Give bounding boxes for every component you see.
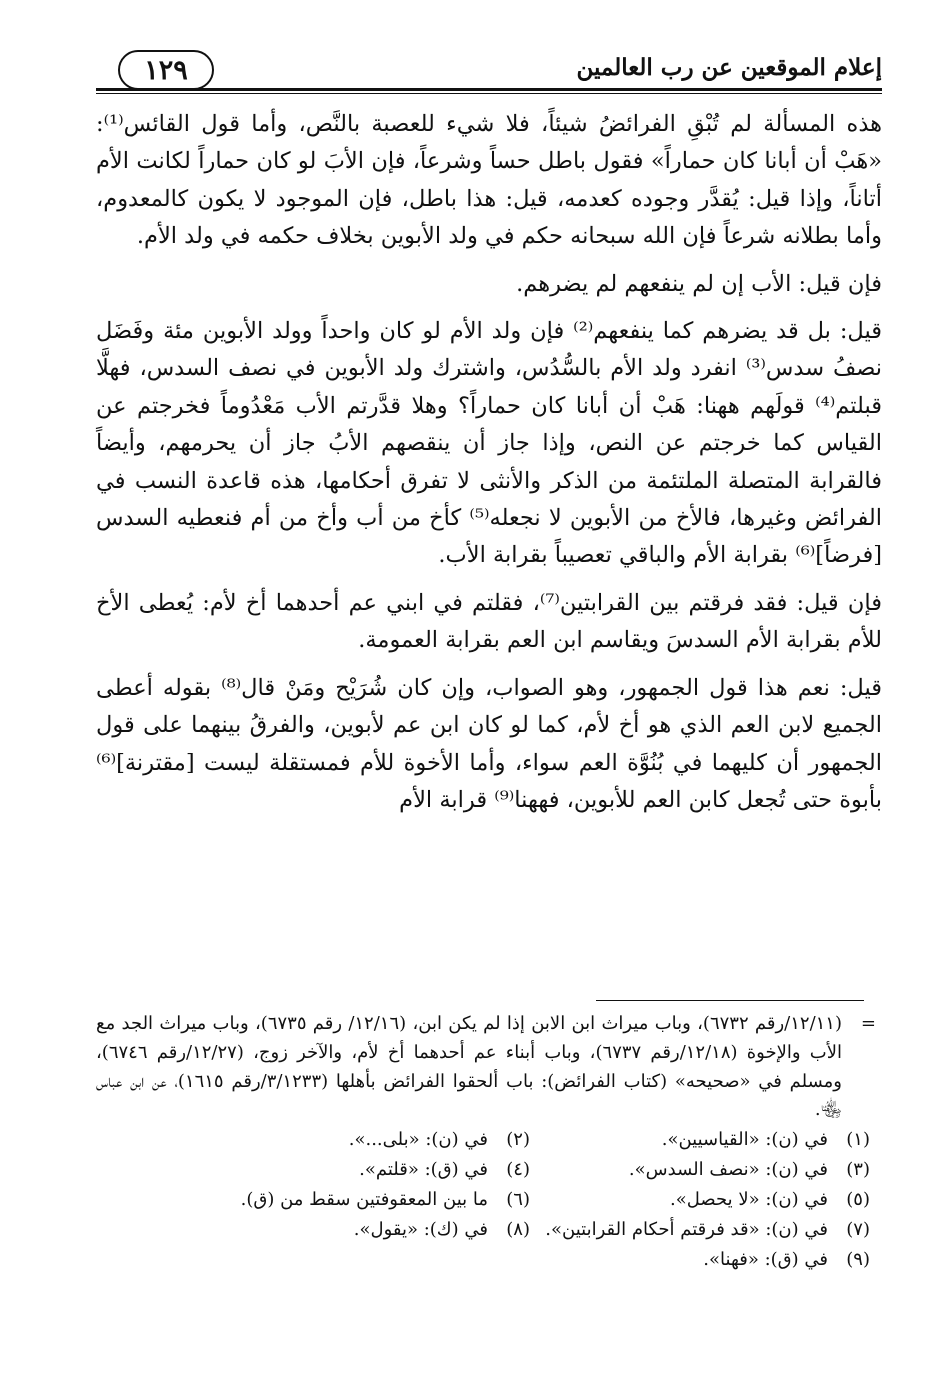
footnote-row (96, 1245, 870, 1275)
footnote-item (190, 1155, 530, 1185)
footnote-item (190, 1125, 530, 1155)
footnote-text: في (ن): «قد فرقتم أحكام القرابتين». (545, 1219, 828, 1241)
footnote-number: (٤) (506, 1159, 530, 1181)
page-number: ١٢٩ (144, 54, 188, 86)
footnote-row (96, 1155, 870, 1185)
running-title: إعلام الموقعين عن رب العالمين (576, 54, 882, 81)
paragraph: قيل: نعم هذا قول الجمهور، وهو الصواب، وإن كان شُرَيْح ومَنْ قال⁽⁸⁾ بقوله أعطى الجميع لابن العم الذي هو أخ لأم، كما لو كان ابن عم لأبوين، والفرقُ بينهما على قول الجمهور أن كليهما في بُنُوَّة العم سواء، وأما الأخوة للأم فمستقلة ليست [مقترنة]⁽⁶⁾ بأبوة حتى تُجعل كابن العم للأبوين، فههنا⁽⁹⁾ قرابة الأم (96, 674, 883, 813)
footnote-number: (٧) (846, 1219, 870, 1241)
footnote-number: (٣) (846, 1159, 870, 1181)
page-header (96, 50, 882, 96)
footnote-row (96, 1185, 870, 1215)
paragraph: فإن قيل: فقد فرقتم بين القرابتين⁽⁷⁾، فقلتم في ابني عم أحدهما أخ لأم: يُعطى الأخ للأم بقرابة الأم السدسَ ويقاسم ابن العم بقرابة العمومة. (96, 589, 882, 654)
continuation-mark: = (860, 1013, 876, 1034)
footnote-text: في (ن): «القياسيين». (661, 1129, 828, 1151)
footnote-number: (٨) (506, 1219, 530, 1241)
footnote-item (190, 1215, 530, 1245)
footnote-item (530, 1185, 870, 1215)
main-text (96, 106, 882, 825)
header-rule (96, 88, 882, 91)
footnote-item (530, 1155, 870, 1185)
footnote-number: (٦) (506, 1189, 530, 1211)
footnote-item (530, 1125, 870, 1155)
footnote-continuation-text: (١٢/١١/رقم ٦٧٣٢)، وباب ميراث ابن الابن إذا لم يكن ابن، (١٢/١٦/ رقم ٦٧٣٥)، وباب ميراث الجد مع الأب والإخوة (١٢/١٨/رقم ٦٧٣٧)، وباب أبناء عم أحدهما أخ لأم، والآخر زوج، (١٢/٢٧/رقم ٦٧٤٦)، ومسلم في «صحيحه» (كتاب الفرائض): باب ألحقوا الفرائض بأهلها (٣/١٢٣٣/رقم ١٦١٥)، عن ابن عباس ﵄. (96, 1013, 843, 1121)
page-number-badge (118, 50, 214, 90)
footnote-number: (٥) (846, 1189, 870, 1211)
footnote-separator (596, 1000, 864, 1001)
footnote-text: في (ن): «لا يحصل». (670, 1189, 828, 1211)
footnote-number: (٢) (506, 1129, 530, 1151)
paragraph: هذه المسألة لم تُبْقِ الفرائضُ شيئاً، فلا شيء للعصبة بالنَّص، وأما قول القائس⁽¹⁾: «هَبْ أن أبانا كان حماراً» فقول باطل حساً وشرعاً، فإن الأبَ لو كان حماراً لكانت الأم أتاناً، وإذا قيل: يُقدَّر وجوده كعدمه، قيل: هذا باطل، فإن الموجود لا يكون كالمعدوم، وأما بطلانه شرعاً فإن الله سبحانه حكم في ولد الأبوين بخلاف حكمه في ولد الأم. (96, 111, 882, 250)
footnote-number: (١) (846, 1129, 870, 1151)
footnote-text: في (ق): «قلتم». (359, 1159, 488, 1181)
footnote-text: في (ن): «نصف السدس». (628, 1159, 828, 1181)
paragraph: قيل: بل قد يضرهم كما ينفعهم⁽²⁾ فإن ولد الأم لو كان واحداً وولد الأبوين مئة وفَضَل نصفُ سدس⁽³⁾ انفرد ولد الأم بالسُّدُس، واشترك ولد الأبوين في نصف السدس، فهلَّا قبلتم⁽⁴⁾ قولَهم ههنا: هَبْ أن أبانا كان حماراً؟ وهلا قدَّرتم الأب مَعْدُوماً فخرجتم عن القياس كما خرجتم عن النص، وإذا جاز أن ينقصهم الأبُ جاز أن يحرمهم، وأيضاً فالقرابة المتصلة الملتئمة من الذكر والأنثى لا تفرق أحكامها، هذه قاعدة النسب في الفرائض وغيرها، فالأخ من الأبوين لا نجعله⁽⁵⁾ كأخ من أب وأخ من أم فنعطيه السدس [فرضاً]⁽⁶⁾ بقرابة الأم والباقي تعصيباً بقرابة الأب. (96, 318, 883, 569)
footnote-text: ما بين المعقوفتين سقط من (ق). (240, 1189, 488, 1211)
footnotes (96, 1010, 882, 1275)
footnote-row (96, 1215, 870, 1245)
footnote-continuation (96, 1010, 882, 1125)
footnote-text: في (ن): «بلى...». (348, 1129, 488, 1151)
paragraph: فإن قيل: الأب إن لم ينفعهم لم يضرهم. (516, 270, 882, 297)
footnote-text: في (ق): «فهنا». (703, 1249, 828, 1271)
footnote-item (530, 1245, 870, 1275)
footnote-item (190, 1185, 530, 1215)
footnote-item (530, 1215, 870, 1245)
header-rule-thin (96, 93, 882, 94)
footnote-text: في (ك): «يقول». (353, 1219, 488, 1241)
footnote-row (96, 1125, 870, 1155)
footnote-number: (٩) (846, 1249, 870, 1271)
